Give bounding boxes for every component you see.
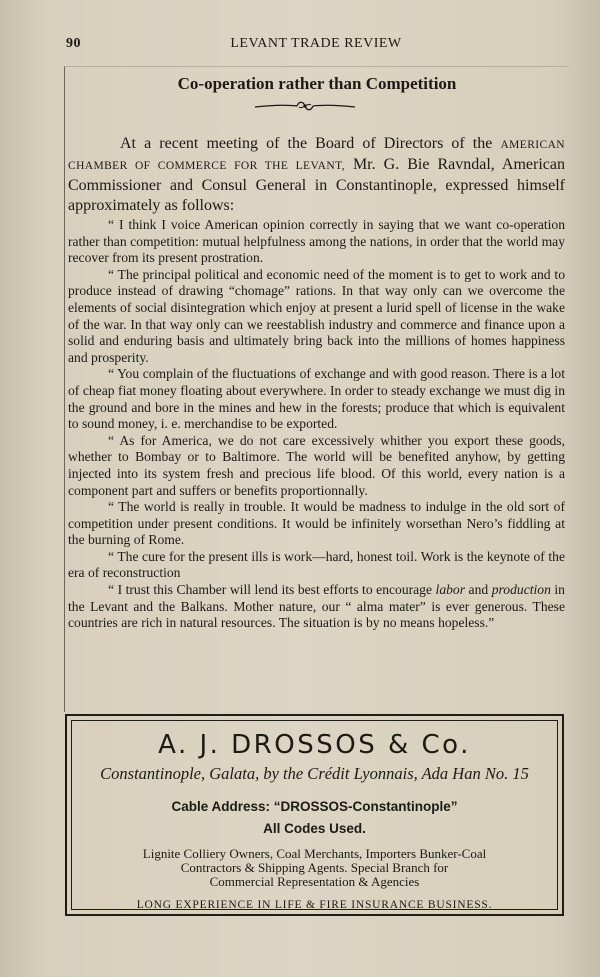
ad-cable-address: Cable Address: “DROSSOS-Constantinople” xyxy=(171,799,458,814)
ad-experience: LONG EXPERIENCE IN LIFE & FIRE INSURANCE BUSINESS. xyxy=(136,899,493,911)
ornament-divider xyxy=(253,98,357,114)
quote-paragraph: “ You complain of the fluctuations of exchange and with good reason. There is a lot of cheap fiat money floating about everywhere. In order to steady exchange we must dig in the ground and bore in the mines and hew in the forests; produce that which is equivalent to sound money, i. e. merchandise to be exported. xyxy=(68,366,565,432)
lead-text-1: At a recent meeting of the Board of Directors of the xyxy=(120,135,501,152)
quote-paragraph: “ The cure for the present ills is work—hard, honest toil. Work is the keynote of the era of reconstruction xyxy=(68,548,565,581)
quote-paragraph: “ The world is really in trouble. It would be madness to indulge in the old sort of competition under present conditions. It would be infinitely worsethan Nero’s fiddling at the burning of Rome. xyxy=(68,499,565,548)
closing-text-1: “ I trust this Chamber will lend its best efforts to encourage xyxy=(108,582,436,598)
ad-description-line: Contractors & Shipping Agents. Special Branch for xyxy=(180,860,449,875)
ad-description xyxy=(72,847,557,889)
labor-emphasis: labor xyxy=(435,582,466,598)
closing-text-3: in the Levant and the Balkans. Mother nature, our “ alma mater” is ever generous. These countries are rich in natural resources. The situation is by no means hopeless.” xyxy=(68,582,565,631)
closing-quote-paragraph xyxy=(68,582,565,632)
drossos-advertisement xyxy=(65,714,564,916)
page-number: 90 xyxy=(66,36,81,51)
closing-text-2: and xyxy=(465,582,492,598)
production-emphasis: production xyxy=(491,582,551,598)
advertisement-inner-border xyxy=(71,720,558,910)
article-body xyxy=(68,134,565,632)
quote-paragraph: “ I think I voice American opinion correctly in saying that we want co-operation rather than competition: mutual helpfulness among the nations, in order that the world may recover from its present prostration. xyxy=(68,217,565,266)
ad-description-line: Lignite Colliery Owners, Coal Merchants, Importers Bunker-Coal xyxy=(142,846,487,861)
running-header xyxy=(66,36,566,54)
lead-paragraph xyxy=(68,134,565,216)
lead-text-2: Mr. G. Bie Ravndal, American Commissioner and Consul General in Constantinople, expressed himself approximately as follows: xyxy=(68,156,565,214)
running-title: LEVANT TRADE REVIEW xyxy=(230,36,402,51)
quote-paragraph: “ As for America, we do not care excessively whither you export these goods, whether to Bombay or to Baltimore. The world will be benefited anyhow, by getting injected into its system fresh and precious life blood. Of this world, every nation is a component part and suffers or benefits proportionnally. xyxy=(68,432,565,498)
ad-codes: All Codes Used. xyxy=(263,821,366,836)
chamber-name: AMERICAN CHAMBER OF COMMERCE FOR THE LEVANT, xyxy=(68,139,565,172)
quote-paragraph: “ The principal political and economic need of the moment is to get to work and to produce instead of drawing “chomage” rations. In that way only can we overcome the elements of social disintegration which enjoy at present a lurid spell of license in the wake of the war. In that way only can we reestablish industry and commerce and finance upon a solid and enduring basis and ultimately bring back into the millions of homes happiness and prosperity. xyxy=(68,266,565,365)
ad-company-name: A. J. DROSSOS & Co. xyxy=(158,730,471,760)
article-title: Co-operation rather than Competition xyxy=(177,74,457,93)
ad-description-line: Commercial Representation & Agencies xyxy=(209,874,420,889)
ad-address: Constantinople, Galata, by the Crédit Lyonnais, Ada Han No. 15 xyxy=(100,764,529,783)
